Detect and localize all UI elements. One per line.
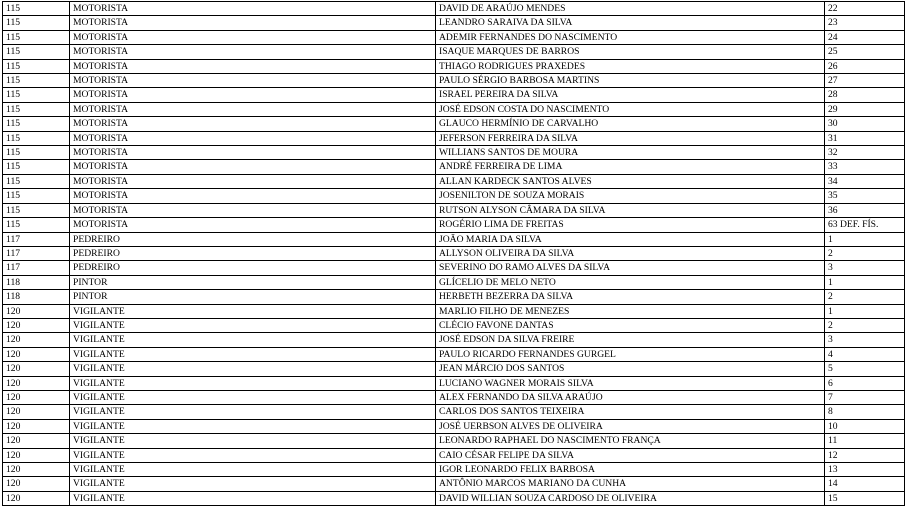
cargo-code-cell: 120 (3, 434, 70, 448)
table-row (3, 491, 905, 505)
classification-cell: 25 (825, 45, 905, 59)
candidate-name-cell: PAULO RICARDO FERNANDES GURGEL (436, 347, 825, 361)
table-row (3, 203, 905, 217)
role-cell: MOTORISTA (70, 203, 436, 217)
candidate-name-cell: ALLAN KARDECK SANTOS ALVES (436, 174, 825, 188)
role-cell: VIGILANTE (70, 333, 436, 347)
table-row (3, 246, 905, 260)
table-row (3, 333, 905, 347)
classification-cell: 23 (825, 16, 905, 30)
candidate-name-cell: THIAGO RODRIGUES PRAXEDES (436, 59, 825, 73)
classification-cell: 63 DEF. FÍS. (825, 218, 905, 232)
classification-cell: 2 (825, 246, 905, 260)
cargo-code-cell: 115 (3, 174, 70, 188)
role-cell: VIGILANTE (70, 304, 436, 318)
candidate-name-cell: PAULO SÉRGIO BARBOSA MARTINS (436, 74, 825, 88)
role-cell: VIGILANTE (70, 318, 436, 332)
classification-cell: 32 (825, 146, 905, 160)
cargo-code-cell: 115 (3, 45, 70, 59)
classification-cell: 1 (825, 304, 905, 318)
classification-cell: 6 (825, 376, 905, 390)
role-cell: VIGILANTE (70, 419, 436, 433)
table-row (3, 102, 905, 116)
candidate-name-cell: HERBETH BEZERRA DA SILVA (436, 290, 825, 304)
role-cell: VIGILANTE (70, 477, 436, 491)
role-cell: MOTORISTA (70, 45, 436, 59)
table-row (3, 45, 905, 59)
classification-cell: 34 (825, 174, 905, 188)
table-row (3, 419, 905, 433)
cargo-code-cell: 120 (3, 463, 70, 477)
table-row (3, 275, 905, 289)
table-row (3, 304, 905, 318)
candidate-name-cell: ALEX FERNANDO DA SILVA ARAÚJO (436, 390, 825, 404)
cargo-code-cell: 120 (3, 347, 70, 361)
role-cell: MOTORISTA (70, 59, 436, 73)
candidate-name-cell: GLÍCELIO DE MELO NETO (436, 275, 825, 289)
role-cell: MOTORISTA (70, 30, 436, 44)
candidate-name-cell: DAVID WILLIAN SOUZA CARDOSO DE OLIVEIRA (436, 491, 825, 505)
classification-cell: 2 (825, 290, 905, 304)
cargo-code-cell: 118 (3, 290, 70, 304)
cargo-code-cell: 120 (3, 333, 70, 347)
cargo-code-cell: 115 (3, 2, 70, 16)
cargo-code-cell: 115 (3, 117, 70, 131)
candidate-name-cell: SEVERINO DO RAMO ALVES DA SILVA (436, 261, 825, 275)
cargo-code-cell: 120 (3, 390, 70, 404)
candidate-name-cell: MARLIO FILHO DE MENEZES (436, 304, 825, 318)
classification-cell: 27 (825, 74, 905, 88)
table-row (3, 376, 905, 390)
candidate-name-cell: LUCIANO WAGNER MORAIS SILVA (436, 376, 825, 390)
cargo-code-cell: 115 (3, 218, 70, 232)
table-row (3, 2, 905, 16)
table-row (3, 88, 905, 102)
table-row (3, 16, 905, 30)
role-cell: MOTORISTA (70, 146, 436, 160)
role-cell: MOTORISTA (70, 160, 436, 174)
classification-cell: 14 (825, 477, 905, 491)
role-cell: VIGILANTE (70, 463, 436, 477)
classification-cell: 3 (825, 333, 905, 347)
cargo-code-cell: 115 (3, 74, 70, 88)
cargo-code-cell: 115 (3, 203, 70, 217)
table-row (3, 390, 905, 404)
classification-cell: 8 (825, 405, 905, 419)
candidate-name-cell: DAVID DE ARAÚJO MENDES (436, 2, 825, 16)
cargo-code-cell: 118 (3, 275, 70, 289)
classification-cell: 1 (825, 275, 905, 289)
cargo-code-cell: 115 (3, 59, 70, 73)
table-row (3, 405, 905, 419)
table-row (3, 261, 905, 275)
candidate-name-cell: CAIO CÉSAR FELIPE DA SILVA (436, 448, 825, 462)
table-row (3, 74, 905, 88)
role-cell: PEDREIRO (70, 261, 436, 275)
candidate-name-cell: IGOR LEONARDO FELIX BARBOSA (436, 463, 825, 477)
classification-cell: 12 (825, 448, 905, 462)
classification-cell: 29 (825, 102, 905, 116)
table-row (3, 347, 905, 361)
cargo-code-cell: 117 (3, 232, 70, 246)
candidate-name-cell: ANTÔNIO MARCOS MARIANO DA CUNHA (436, 477, 825, 491)
cargo-code-cell: 120 (3, 491, 70, 505)
candidate-name-cell: LEONARDO RAPHAEL DO NASCIMENTO FRANÇA (436, 434, 825, 448)
table-row (3, 117, 905, 131)
role-cell: VIGILANTE (70, 376, 436, 390)
table-row (3, 477, 905, 491)
classification-cell: 5 (825, 362, 905, 376)
candidate-name-cell: ISAQUE MARQUES DE BARROS (436, 45, 825, 59)
candidate-name-cell: CLÉCIO FAVONE DANTAS (436, 318, 825, 332)
role-cell: PEDREIRO (70, 246, 436, 260)
table-row (3, 448, 905, 462)
cargo-code-cell: 115 (3, 131, 70, 145)
candidate-name-cell: ADEMIR FERNANDES DO NASCIMENTO (436, 30, 825, 44)
cargo-code-cell: 120 (3, 477, 70, 491)
candidate-name-cell: CARLOS DOS SANTOS TEIXEIRA (436, 405, 825, 419)
classification-cell: 11 (825, 434, 905, 448)
classification-cell: 4 (825, 347, 905, 361)
cargo-code-cell: 120 (3, 419, 70, 433)
table-row (3, 131, 905, 145)
candidate-name-cell: ALLYSON OLIVEIRA DA SILVA (436, 246, 825, 260)
classification-cell: 24 (825, 30, 905, 44)
cargo-code-cell: 115 (3, 102, 70, 116)
role-cell: VIGILANTE (70, 491, 436, 505)
table-row (3, 463, 905, 477)
role-cell: MOTORISTA (70, 16, 436, 30)
classification-cell: 26 (825, 59, 905, 73)
role-cell: MOTORISTA (70, 131, 436, 145)
candidate-name-cell: JOSÉ UERBSON ALVES DE OLIVEIRA (436, 419, 825, 433)
candidate-name-cell: JOSÉ EDSON COSTA DO NASCIMENTO (436, 102, 825, 116)
cargo-code-cell: 120 (3, 376, 70, 390)
cargo-code-cell: 120 (3, 448, 70, 462)
candidate-name-cell: ANDRÉ FERREIRA DE LIMA (436, 160, 825, 174)
role-cell: MOTORISTA (70, 218, 436, 232)
table-row (3, 189, 905, 203)
candidate-name-cell: ISRAEL PEREIRA DA SILVA (436, 88, 825, 102)
classification-cell: 15 (825, 491, 905, 505)
candidate-name-cell: LEANDRO SARAIVA DA SILVA (436, 16, 825, 30)
role-cell: VIGILANTE (70, 362, 436, 376)
classification-cell: 7 (825, 390, 905, 404)
cargo-code-cell: 115 (3, 30, 70, 44)
table-row (3, 362, 905, 376)
cargo-code-cell: 120 (3, 362, 70, 376)
candidate-name-cell: JEAN MÁRCIO DOS SANTOS (436, 362, 825, 376)
role-cell: MOTORISTA (70, 88, 436, 102)
role-cell: MOTORISTA (70, 174, 436, 188)
results-table (2, 1, 905, 506)
cargo-code-cell: 117 (3, 261, 70, 275)
role-cell: MOTORISTA (70, 74, 436, 88)
candidate-name-cell: JOSENILTON DE SOUZA MORAIS (436, 189, 825, 203)
cargo-code-cell: 115 (3, 88, 70, 102)
classification-cell: 22 (825, 2, 905, 16)
classification-cell: 31 (825, 131, 905, 145)
table-row (3, 290, 905, 304)
classification-cell: 1 (825, 232, 905, 246)
role-cell: MOTORISTA (70, 102, 436, 116)
role-cell: VIGILANTE (70, 405, 436, 419)
candidate-name-cell: JOÃO MARIA DA SILVA (436, 232, 825, 246)
table-row (3, 59, 905, 73)
cargo-code-cell: 120 (3, 304, 70, 318)
cargo-code-cell: 115 (3, 146, 70, 160)
candidate-name-cell: GLAUCO HERMÍNIO DE CARVALHO (436, 117, 825, 131)
table-row (3, 434, 905, 448)
role-cell: MOTORISTA (70, 189, 436, 203)
role-cell: PINTOR (70, 275, 436, 289)
cargo-code-cell: 120 (3, 405, 70, 419)
candidate-name-cell: JEFERSON FERREIRA DA SILVA (436, 131, 825, 145)
role-cell: MOTORISTA (70, 2, 436, 16)
classification-cell: 2 (825, 318, 905, 332)
role-cell: VIGILANTE (70, 434, 436, 448)
role-cell: MOTORISTA (70, 117, 436, 131)
classification-cell: 35 (825, 189, 905, 203)
role-cell: VIGILANTE (70, 347, 436, 361)
cargo-code-cell: 115 (3, 160, 70, 174)
table-row (3, 318, 905, 332)
classification-cell: 10 (825, 419, 905, 433)
table-row (3, 218, 905, 232)
table-row (3, 174, 905, 188)
role-cell: PINTOR (70, 290, 436, 304)
role-cell: VIGILANTE (70, 448, 436, 462)
cargo-code-cell: 120 (3, 318, 70, 332)
classification-cell: 28 (825, 88, 905, 102)
classification-cell: 33 (825, 160, 905, 174)
cargo-code-cell: 117 (3, 246, 70, 260)
candidate-name-cell: WILLIANS SANTOS DE MOURA (436, 146, 825, 160)
table-row (3, 232, 905, 246)
table-row (3, 160, 905, 174)
table-row (3, 146, 905, 160)
classification-cell: 13 (825, 463, 905, 477)
candidate-name-cell: ROGÉRIO LIMA DE FREITAS (436, 218, 825, 232)
role-cell: VIGILANTE (70, 390, 436, 404)
table-row (3, 30, 905, 44)
cargo-code-cell: 115 (3, 189, 70, 203)
candidate-name-cell: RUTSON ALYSON CÂMARA DA SILVA (436, 203, 825, 217)
classification-cell: 36 (825, 203, 905, 217)
cargo-code-cell: 115 (3, 16, 70, 30)
classification-cell: 30 (825, 117, 905, 131)
results-table-body (3, 2, 905, 506)
candidate-name-cell: JOSÉ EDSON DA SILVA FREIRE (436, 333, 825, 347)
classification-cell: 3 (825, 261, 905, 275)
role-cell: PEDREIRO (70, 232, 436, 246)
